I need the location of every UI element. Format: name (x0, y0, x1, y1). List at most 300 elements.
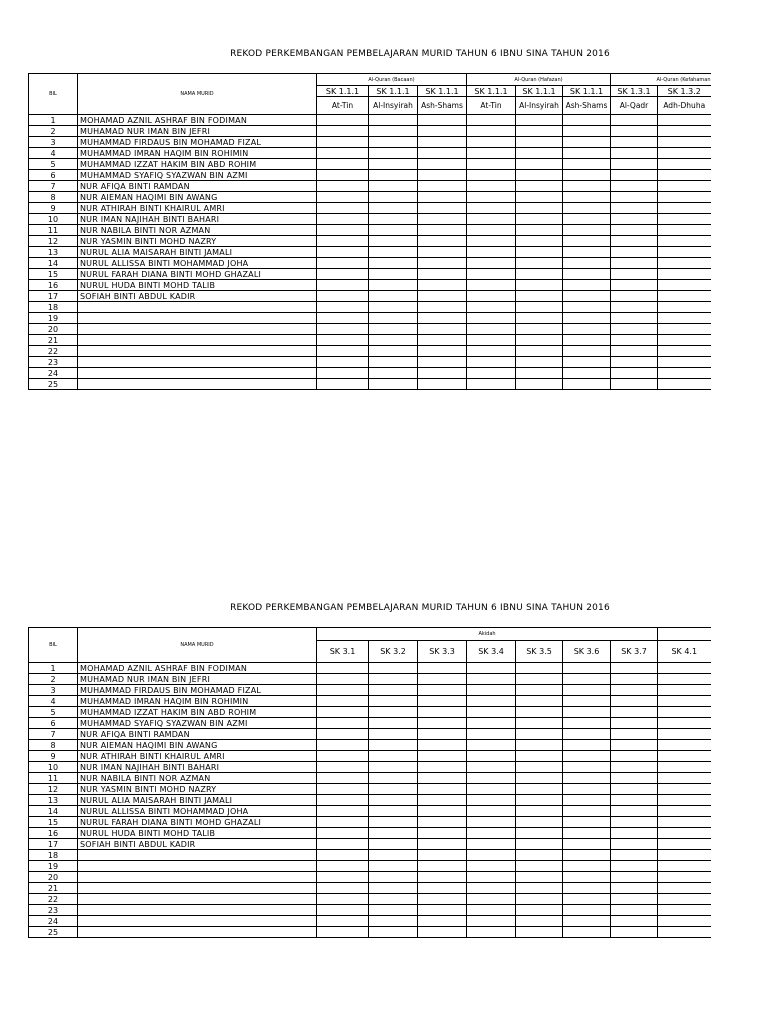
score-cell[interactable] (369, 751, 418, 762)
score-cell[interactable] (516, 214, 563, 225)
score-cell[interactable] (563, 850, 611, 861)
score-cell[interactable] (611, 181, 658, 192)
score-cell[interactable] (516, 291, 563, 302)
score-cell[interactable] (563, 751, 611, 762)
score-cell[interactable] (516, 916, 563, 927)
score-cell[interactable] (369, 674, 418, 685)
score-cell[interactable] (317, 335, 369, 346)
score-cell[interactable] (563, 795, 611, 806)
score-cell[interactable] (317, 696, 369, 707)
score-cell[interactable] (369, 817, 418, 828)
score-cell[interactable] (467, 762, 516, 773)
score-cell[interactable] (658, 225, 711, 236)
score-cell[interactable] (418, 203, 467, 214)
score-cell[interactable] (317, 674, 369, 685)
score-cell[interactable] (658, 861, 711, 872)
score-cell[interactable] (611, 850, 658, 861)
score-cell[interactable] (658, 126, 711, 137)
score-cell[interactable] (317, 115, 369, 126)
score-cell[interactable] (467, 905, 516, 916)
score-cell[interactable] (317, 247, 369, 258)
score-cell[interactable] (658, 159, 711, 170)
score-cell[interactable] (563, 905, 611, 916)
score-cell[interactable] (317, 324, 369, 335)
score-cell[interactable] (317, 357, 369, 368)
score-cell[interactable] (611, 148, 658, 159)
score-cell[interactable] (516, 357, 563, 368)
score-cell[interactable] (418, 247, 467, 258)
score-cell[interactable] (418, 773, 467, 784)
score-cell[interactable] (611, 707, 658, 718)
score-cell[interactable] (467, 674, 516, 685)
score-cell[interactable] (611, 806, 658, 817)
score-cell[interactable] (658, 751, 711, 762)
score-cell[interactable] (516, 740, 563, 751)
score-cell[interactable] (467, 115, 516, 126)
score-cell[interactable] (418, 663, 467, 674)
score-cell[interactable] (418, 137, 467, 148)
score-cell[interactable] (467, 291, 516, 302)
score-cell[interactable] (369, 357, 418, 368)
score-cell[interactable] (563, 269, 611, 280)
score-cell[interactable] (317, 148, 369, 159)
score-cell[interactable] (418, 324, 467, 335)
score-cell[interactable] (563, 214, 611, 225)
score-cell[interactable] (658, 850, 711, 861)
score-cell[interactable] (418, 762, 467, 773)
score-cell[interactable] (418, 817, 467, 828)
score-cell[interactable] (563, 773, 611, 784)
score-cell[interactable] (467, 181, 516, 192)
score-cell[interactable] (418, 894, 467, 905)
score-cell[interactable] (369, 291, 418, 302)
score-cell[interactable] (418, 850, 467, 861)
score-cell[interactable] (611, 170, 658, 181)
score-cell[interactable] (467, 773, 516, 784)
score-cell[interactable] (369, 148, 418, 159)
score-cell[interactable] (611, 247, 658, 258)
score-cell[interactable] (563, 828, 611, 839)
score-cell[interactable] (467, 335, 516, 346)
score-cell[interactable] (317, 291, 369, 302)
score-cell[interactable] (317, 170, 369, 181)
score-cell[interactable] (516, 159, 563, 170)
score-cell[interactable] (467, 214, 516, 225)
score-cell[interactable] (418, 872, 467, 883)
score-cell[interactable] (563, 663, 611, 674)
score-cell[interactable] (418, 795, 467, 806)
score-cell[interactable] (467, 696, 516, 707)
score-cell[interactable] (418, 357, 467, 368)
score-cell[interactable] (467, 379, 516, 390)
score-cell[interactable] (658, 379, 711, 390)
score-cell[interactable] (563, 170, 611, 181)
score-cell[interactable] (516, 126, 563, 137)
score-cell[interactable] (317, 707, 369, 718)
score-cell[interactable] (369, 379, 418, 390)
score-cell[interactable] (516, 674, 563, 685)
score-cell[interactable] (611, 115, 658, 126)
score-cell[interactable] (467, 236, 516, 247)
score-cell[interactable] (658, 335, 711, 346)
score-cell[interactable] (317, 806, 369, 817)
score-cell[interactable] (611, 718, 658, 729)
score-cell[interactable] (563, 872, 611, 883)
score-cell[interactable] (563, 225, 611, 236)
score-cell[interactable] (467, 850, 516, 861)
score-cell[interactable] (516, 379, 563, 390)
score-cell[interactable] (563, 718, 611, 729)
score-cell[interactable] (611, 258, 658, 269)
score-cell[interactable] (467, 916, 516, 927)
score-cell[interactable] (611, 729, 658, 740)
score-cell[interactable] (658, 346, 711, 357)
score-cell[interactable] (611, 883, 658, 894)
score-cell[interactable] (317, 192, 369, 203)
score-cell[interactable] (563, 729, 611, 740)
score-cell[interactable] (658, 214, 711, 225)
score-cell[interactable] (369, 762, 418, 773)
score-cell[interactable] (369, 905, 418, 916)
score-cell[interactable] (611, 214, 658, 225)
score-cell[interactable] (516, 280, 563, 291)
score-cell[interactable] (317, 762, 369, 773)
score-cell[interactable] (467, 280, 516, 291)
score-cell[interactable] (369, 894, 418, 905)
score-cell[interactable] (369, 729, 418, 740)
score-cell[interactable] (418, 784, 467, 795)
score-cell[interactable] (467, 368, 516, 379)
score-cell[interactable] (467, 225, 516, 236)
score-cell[interactable] (317, 203, 369, 214)
score-cell[interactable] (467, 707, 516, 718)
score-cell[interactable] (516, 368, 563, 379)
score-cell[interactable] (658, 324, 711, 335)
score-cell[interactable] (611, 751, 658, 762)
score-cell[interactable] (317, 368, 369, 379)
score-cell[interactable] (658, 872, 711, 883)
score-cell[interactable] (611, 927, 658, 938)
score-cell[interactable] (369, 795, 418, 806)
score-cell[interactable] (658, 192, 711, 203)
score-cell[interactable] (516, 718, 563, 729)
score-cell[interactable] (418, 346, 467, 357)
score-cell[interactable] (563, 674, 611, 685)
score-cell[interactable] (317, 883, 369, 894)
score-cell[interactable] (658, 806, 711, 817)
score-cell[interactable] (369, 313, 418, 324)
score-cell[interactable] (563, 159, 611, 170)
score-cell[interactable] (516, 773, 563, 784)
score-cell[interactable] (611, 379, 658, 390)
score-cell[interactable] (563, 707, 611, 718)
score-cell[interactable] (418, 751, 467, 762)
score-cell[interactable] (467, 861, 516, 872)
score-cell[interactable] (369, 203, 418, 214)
score-cell[interactable] (467, 324, 516, 335)
score-cell[interactable] (467, 313, 516, 324)
score-cell[interactable] (467, 894, 516, 905)
score-cell[interactable] (658, 883, 711, 894)
score-cell[interactable] (369, 346, 418, 357)
score-cell[interactable] (516, 894, 563, 905)
score-cell[interactable] (611, 225, 658, 236)
score-cell[interactable] (317, 927, 369, 938)
score-cell[interactable] (516, 236, 563, 247)
score-cell[interactable] (418, 115, 467, 126)
score-cell[interactable] (317, 795, 369, 806)
score-cell[interactable] (418, 335, 467, 346)
score-cell[interactable] (418, 192, 467, 203)
score-cell[interactable] (658, 357, 711, 368)
score-cell[interactable] (516, 148, 563, 159)
score-cell[interactable] (317, 379, 369, 390)
score-cell[interactable] (418, 685, 467, 696)
score-cell[interactable] (317, 751, 369, 762)
score-cell[interactable] (516, 192, 563, 203)
score-cell[interactable] (418, 729, 467, 740)
score-cell[interactable] (418, 883, 467, 894)
score-cell[interactable] (658, 148, 711, 159)
score-cell[interactable] (418, 839, 467, 850)
score-cell[interactable] (467, 247, 516, 258)
score-cell[interactable] (467, 126, 516, 137)
score-cell[interactable] (563, 685, 611, 696)
score-cell[interactable] (317, 346, 369, 357)
score-cell[interactable] (317, 313, 369, 324)
score-cell[interactable] (317, 729, 369, 740)
score-cell[interactable] (658, 170, 711, 181)
score-cell[interactable] (658, 817, 711, 828)
score-cell[interactable] (418, 916, 467, 927)
score-cell[interactable] (658, 115, 711, 126)
score-cell[interactable] (611, 357, 658, 368)
score-cell[interactable] (563, 762, 611, 773)
score-cell[interactable] (369, 707, 418, 718)
score-cell[interactable] (516, 817, 563, 828)
score-cell[interactable] (516, 685, 563, 696)
score-cell[interactable] (369, 247, 418, 258)
score-cell[interactable] (563, 740, 611, 751)
score-cell[interactable] (658, 674, 711, 685)
score-cell[interactable] (563, 291, 611, 302)
score-cell[interactable] (369, 280, 418, 291)
score-cell[interactable] (369, 696, 418, 707)
score-cell[interactable] (317, 784, 369, 795)
score-cell[interactable] (369, 137, 418, 148)
score-cell[interactable] (611, 159, 658, 170)
score-cell[interactable] (317, 894, 369, 905)
score-cell[interactable] (418, 148, 467, 159)
score-cell[interactable] (516, 850, 563, 861)
score-cell[interactable] (369, 126, 418, 137)
score-cell[interactable] (317, 126, 369, 137)
score-cell[interactable] (369, 663, 418, 674)
score-cell[interactable] (563, 839, 611, 850)
score-cell[interactable] (516, 861, 563, 872)
score-cell[interactable] (563, 916, 611, 927)
score-cell[interactable] (317, 280, 369, 291)
score-cell[interactable] (418, 170, 467, 181)
score-cell[interactable] (516, 751, 563, 762)
score-cell[interactable] (317, 137, 369, 148)
score-cell[interactable] (369, 718, 418, 729)
score-cell[interactable] (611, 269, 658, 280)
score-cell[interactable] (418, 236, 467, 247)
score-cell[interactable] (418, 674, 467, 685)
score-cell[interactable] (658, 740, 711, 751)
score-cell[interactable] (658, 258, 711, 269)
score-cell[interactable] (467, 927, 516, 938)
score-cell[interactable] (369, 236, 418, 247)
score-cell[interactable] (611, 335, 658, 346)
score-cell[interactable] (658, 894, 711, 905)
score-cell[interactable] (317, 159, 369, 170)
score-cell[interactable] (611, 685, 658, 696)
score-cell[interactable] (516, 203, 563, 214)
score-cell[interactable] (418, 291, 467, 302)
score-cell[interactable] (611, 784, 658, 795)
score-cell[interactable] (611, 346, 658, 357)
score-cell[interactable] (467, 170, 516, 181)
score-cell[interactable] (516, 324, 563, 335)
score-cell[interactable] (516, 707, 563, 718)
score-cell[interactable] (369, 861, 418, 872)
score-cell[interactable] (369, 324, 418, 335)
score-cell[interactable] (516, 137, 563, 148)
score-cell[interactable] (317, 236, 369, 247)
score-cell[interactable] (563, 696, 611, 707)
score-cell[interactable] (418, 280, 467, 291)
score-cell[interactable] (369, 225, 418, 236)
score-cell[interactable] (369, 115, 418, 126)
score-cell[interactable] (317, 839, 369, 850)
score-cell[interactable] (563, 861, 611, 872)
score-cell[interactable] (467, 883, 516, 894)
score-cell[interactable] (611, 916, 658, 927)
score-cell[interactable] (516, 872, 563, 883)
score-cell[interactable] (516, 269, 563, 280)
score-cell[interactable] (516, 795, 563, 806)
score-cell[interactable] (418, 740, 467, 751)
score-cell[interactable] (611, 905, 658, 916)
score-cell[interactable] (516, 170, 563, 181)
score-cell[interactable] (369, 850, 418, 861)
score-cell[interactable] (369, 773, 418, 784)
score-cell[interactable] (658, 313, 711, 324)
score-cell[interactable] (563, 368, 611, 379)
score-cell[interactable] (317, 916, 369, 927)
score-cell[interactable] (563, 181, 611, 192)
score-cell[interactable] (418, 159, 467, 170)
score-cell[interactable] (611, 817, 658, 828)
score-cell[interactable] (418, 718, 467, 729)
score-cell[interactable] (418, 368, 467, 379)
score-cell[interactable] (658, 707, 711, 718)
score-cell[interactable] (658, 729, 711, 740)
score-cell[interactable] (658, 762, 711, 773)
score-cell[interactable] (611, 872, 658, 883)
score-cell[interactable] (563, 302, 611, 313)
score-cell[interactable] (516, 784, 563, 795)
score-cell[interactable] (516, 806, 563, 817)
score-cell[interactable] (658, 137, 711, 148)
score-cell[interactable] (516, 247, 563, 258)
score-cell[interactable] (563, 894, 611, 905)
score-cell[interactable] (611, 894, 658, 905)
score-cell[interactable] (418, 927, 467, 938)
score-cell[interactable] (611, 773, 658, 784)
score-cell[interactable] (369, 159, 418, 170)
score-cell[interactable] (467, 203, 516, 214)
score-cell[interactable] (658, 291, 711, 302)
score-cell[interactable] (418, 861, 467, 872)
score-cell[interactable] (563, 817, 611, 828)
score-cell[interactable] (658, 685, 711, 696)
score-cell[interactable] (611, 291, 658, 302)
score-cell[interactable] (563, 324, 611, 335)
score-cell[interactable] (563, 236, 611, 247)
score-cell[interactable] (516, 258, 563, 269)
score-cell[interactable] (658, 302, 711, 313)
score-cell[interactable] (317, 817, 369, 828)
score-cell[interactable] (516, 839, 563, 850)
score-cell[interactable] (516, 663, 563, 674)
score-cell[interactable] (369, 258, 418, 269)
score-cell[interactable] (611, 839, 658, 850)
score-cell[interactable] (563, 126, 611, 137)
score-cell[interactable] (369, 806, 418, 817)
score-cell[interactable] (317, 872, 369, 883)
score-cell[interactable] (317, 685, 369, 696)
score-cell[interactable] (611, 324, 658, 335)
score-cell[interactable] (317, 269, 369, 280)
score-cell[interactable] (658, 927, 711, 938)
score-cell[interactable] (467, 729, 516, 740)
score-cell[interactable] (467, 817, 516, 828)
score-cell[interactable] (563, 313, 611, 324)
score-cell[interactable] (418, 269, 467, 280)
score-cell[interactable] (563, 203, 611, 214)
score-cell[interactable] (418, 181, 467, 192)
score-cell[interactable] (418, 696, 467, 707)
score-cell[interactable] (467, 751, 516, 762)
score-cell[interactable] (658, 905, 711, 916)
score-cell[interactable] (369, 192, 418, 203)
score-cell[interactable] (563, 927, 611, 938)
score-cell[interactable] (369, 269, 418, 280)
score-cell[interactable] (467, 839, 516, 850)
score-cell[interactable] (369, 828, 418, 839)
score-cell[interactable] (563, 280, 611, 291)
score-cell[interactable] (611, 795, 658, 806)
score-cell[interactable] (611, 674, 658, 685)
score-cell[interactable] (467, 806, 516, 817)
score-cell[interactable] (516, 927, 563, 938)
score-cell[interactable] (467, 685, 516, 696)
score-cell[interactable] (369, 839, 418, 850)
score-cell[interactable] (611, 192, 658, 203)
score-cell[interactable] (467, 269, 516, 280)
score-cell[interactable] (317, 302, 369, 313)
score-cell[interactable] (611, 137, 658, 148)
score-cell[interactable] (563, 192, 611, 203)
score-cell[interactable] (418, 379, 467, 390)
score-cell[interactable] (516, 225, 563, 236)
score-cell[interactable] (467, 828, 516, 839)
score-cell[interactable] (317, 663, 369, 674)
score-cell[interactable] (467, 784, 516, 795)
